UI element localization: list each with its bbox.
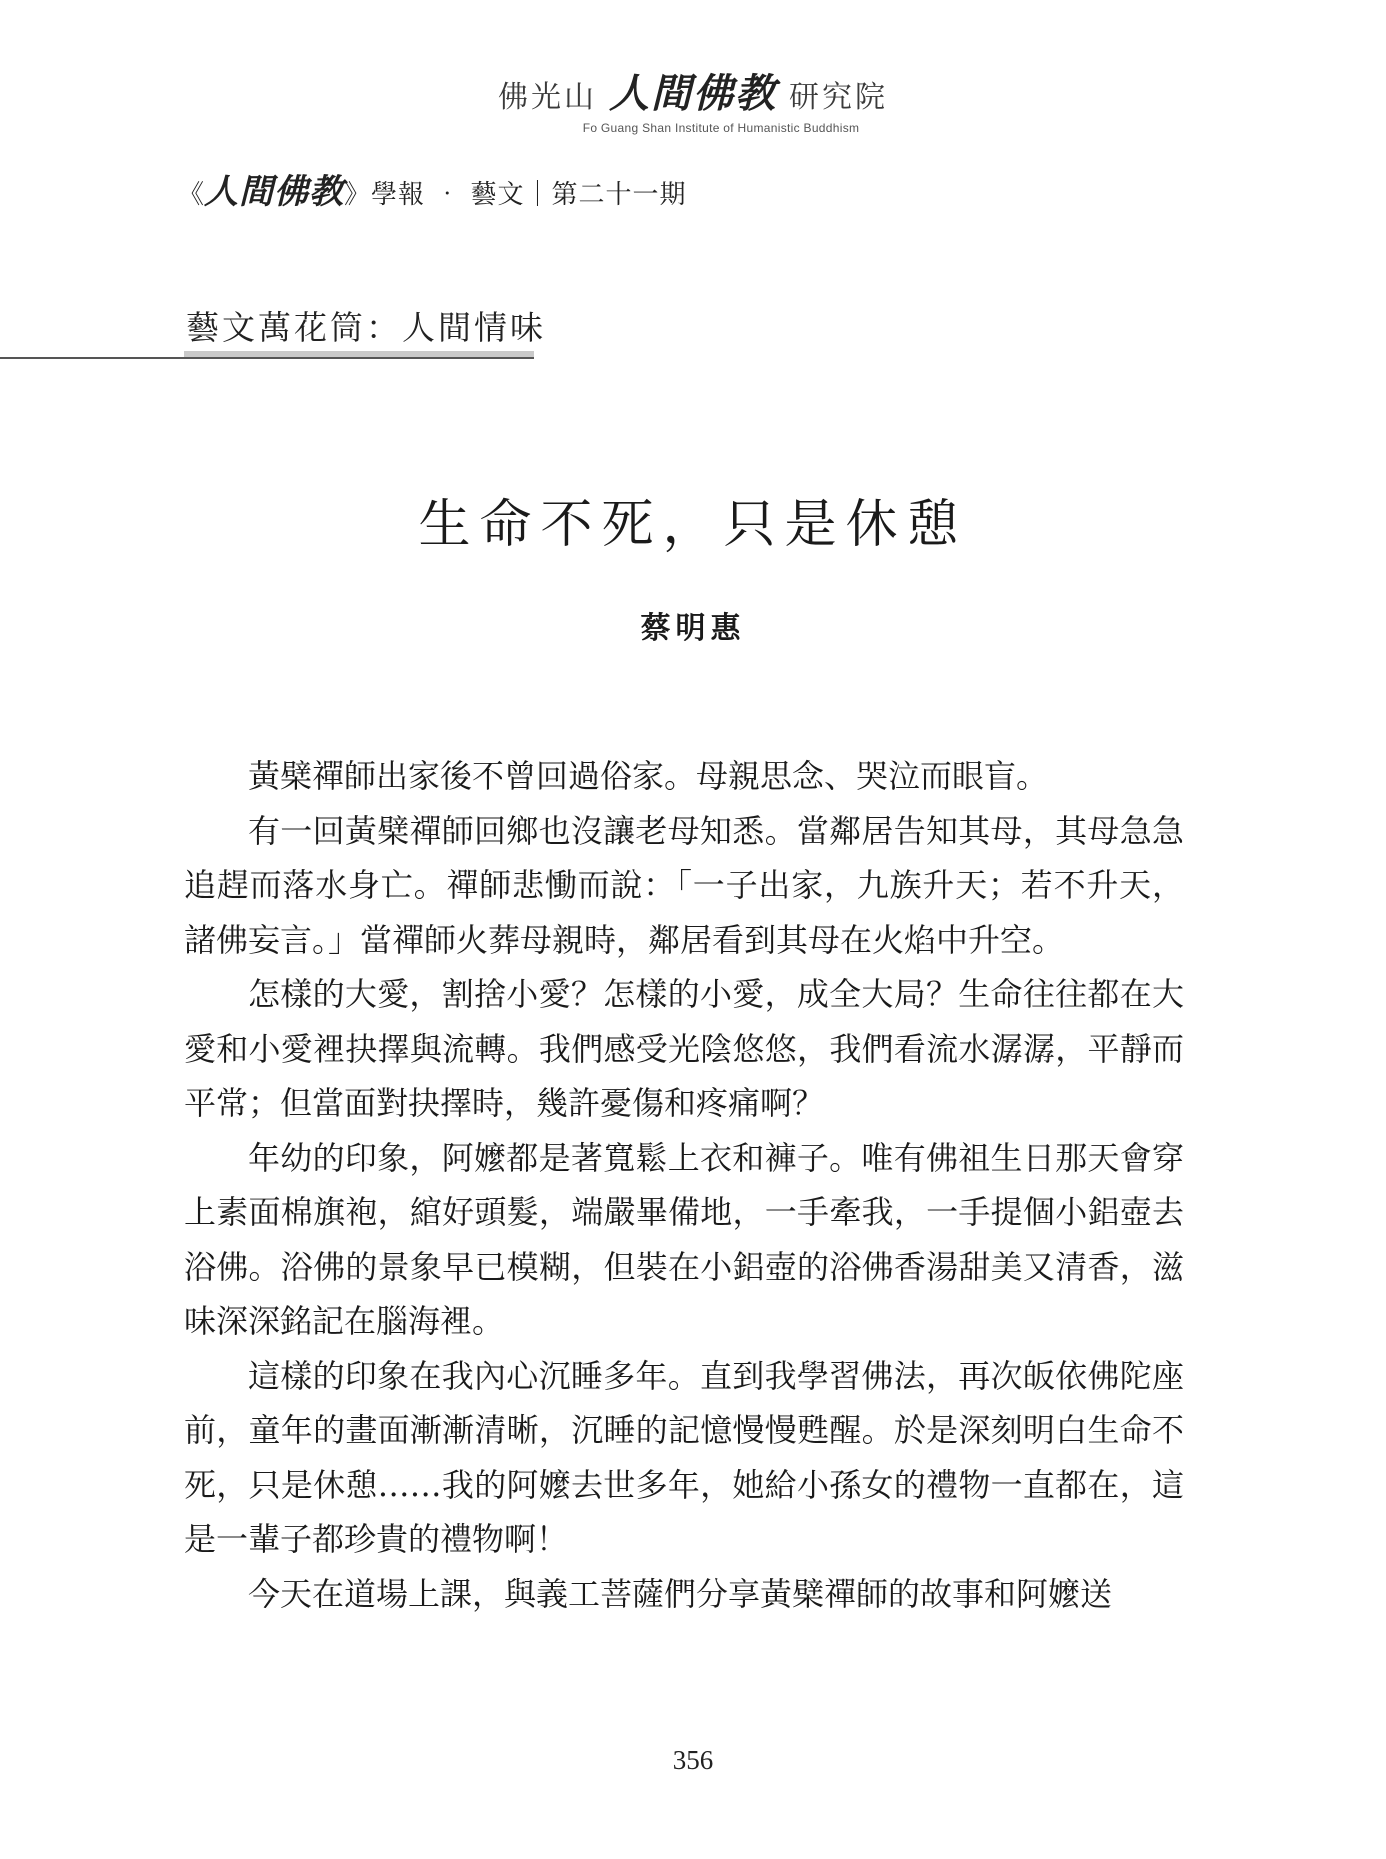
institute-brand-logo: 人間佛教 bbox=[609, 70, 777, 117]
article-author: 蔡明惠 bbox=[640, 611, 746, 646]
body-paragraph: 怎樣的大愛，割捨小愛？怎樣的小愛，成全大局？生命往往都在大愛和小愛裡抉擇與流轉。我們感受光陰悠悠，我們看流水潺潺，平靜而平常；但當面對抉擇時，幾許憂傷和疼痛啊？ bbox=[184, 975, 1184, 1122]
body-paragraph: 這樣的印象在我內心沉睡多年。直到我學習佛法，再次皈依佛陀座前，童年的畫面漸漸清晰，沉睡的記憶慢慢甦醒。於是深刻明白生命不死，只是休憩……我的阿嬤去世多年，她給小孫女的禮物一直都在，這是一輩子都珍貴的禮物啊！ bbox=[184, 1356, 1184, 1558]
article-title: 生命不死，只是休憩 bbox=[418, 495, 968, 555]
page-number: 356 bbox=[672, 1745, 714, 1775]
institute-header bbox=[0, 62, 1386, 135]
journal-open-quote: 《 bbox=[178, 180, 205, 210]
journal-running-head bbox=[178, 164, 687, 213]
section-heading: 藝文萬花筒：人間情味 bbox=[186, 308, 546, 347]
journal-issue-name: 》學報 ‧ 藝文｜第二十一期 bbox=[344, 180, 687, 210]
institute-name-right: 研究院 bbox=[789, 80, 888, 115]
section-underline-thin bbox=[0, 357, 534, 359]
institute-name-left: 佛光山 bbox=[498, 80, 597, 115]
institute-name-line bbox=[498, 62, 888, 119]
body-paragraph: 年幼的印象，阿嬤都是著寬鬆上衣和褲子。唯有佛祖生日那天會穿上素面棉旗袍，綰好頭髮，端嚴畢備地，一手牽我，一手提個小鋁壺去浴佛。浴佛的景象早已模糊，但裝在小鋁壺的浴佛香湯甜美又清香，滋味深深銘記在腦海裡。 bbox=[184, 1138, 1184, 1340]
journal-brand-logo: 人間佛教 bbox=[204, 172, 345, 212]
body-paragraph: 黃檗禪師出家後不曾回過俗家。母親思念、哭泣而眼盲。 bbox=[248, 757, 1049, 795]
institute-english-name: Fo Guang Shan Institute of Humanistic Buddhism bbox=[582, 121, 860, 135]
body-paragraph: 有一回黃檗禪師回鄉也沒讓老母知悉。當鄰居告知其母，其母急急追趕而落水身亡。禪師悲慟而說：「一子出家，九族升天；若不升天，諸佛妄言。」當禪師火葬母親時，鄰居看到其母在火焰中升空。 bbox=[184, 811, 1184, 959]
body-paragraph: 今天在道場上課，與義工菩薩們分享黃檗禪師的故事和阿嬤送 bbox=[248, 1574, 1113, 1613]
article-body bbox=[184, 749, 1184, 1621]
